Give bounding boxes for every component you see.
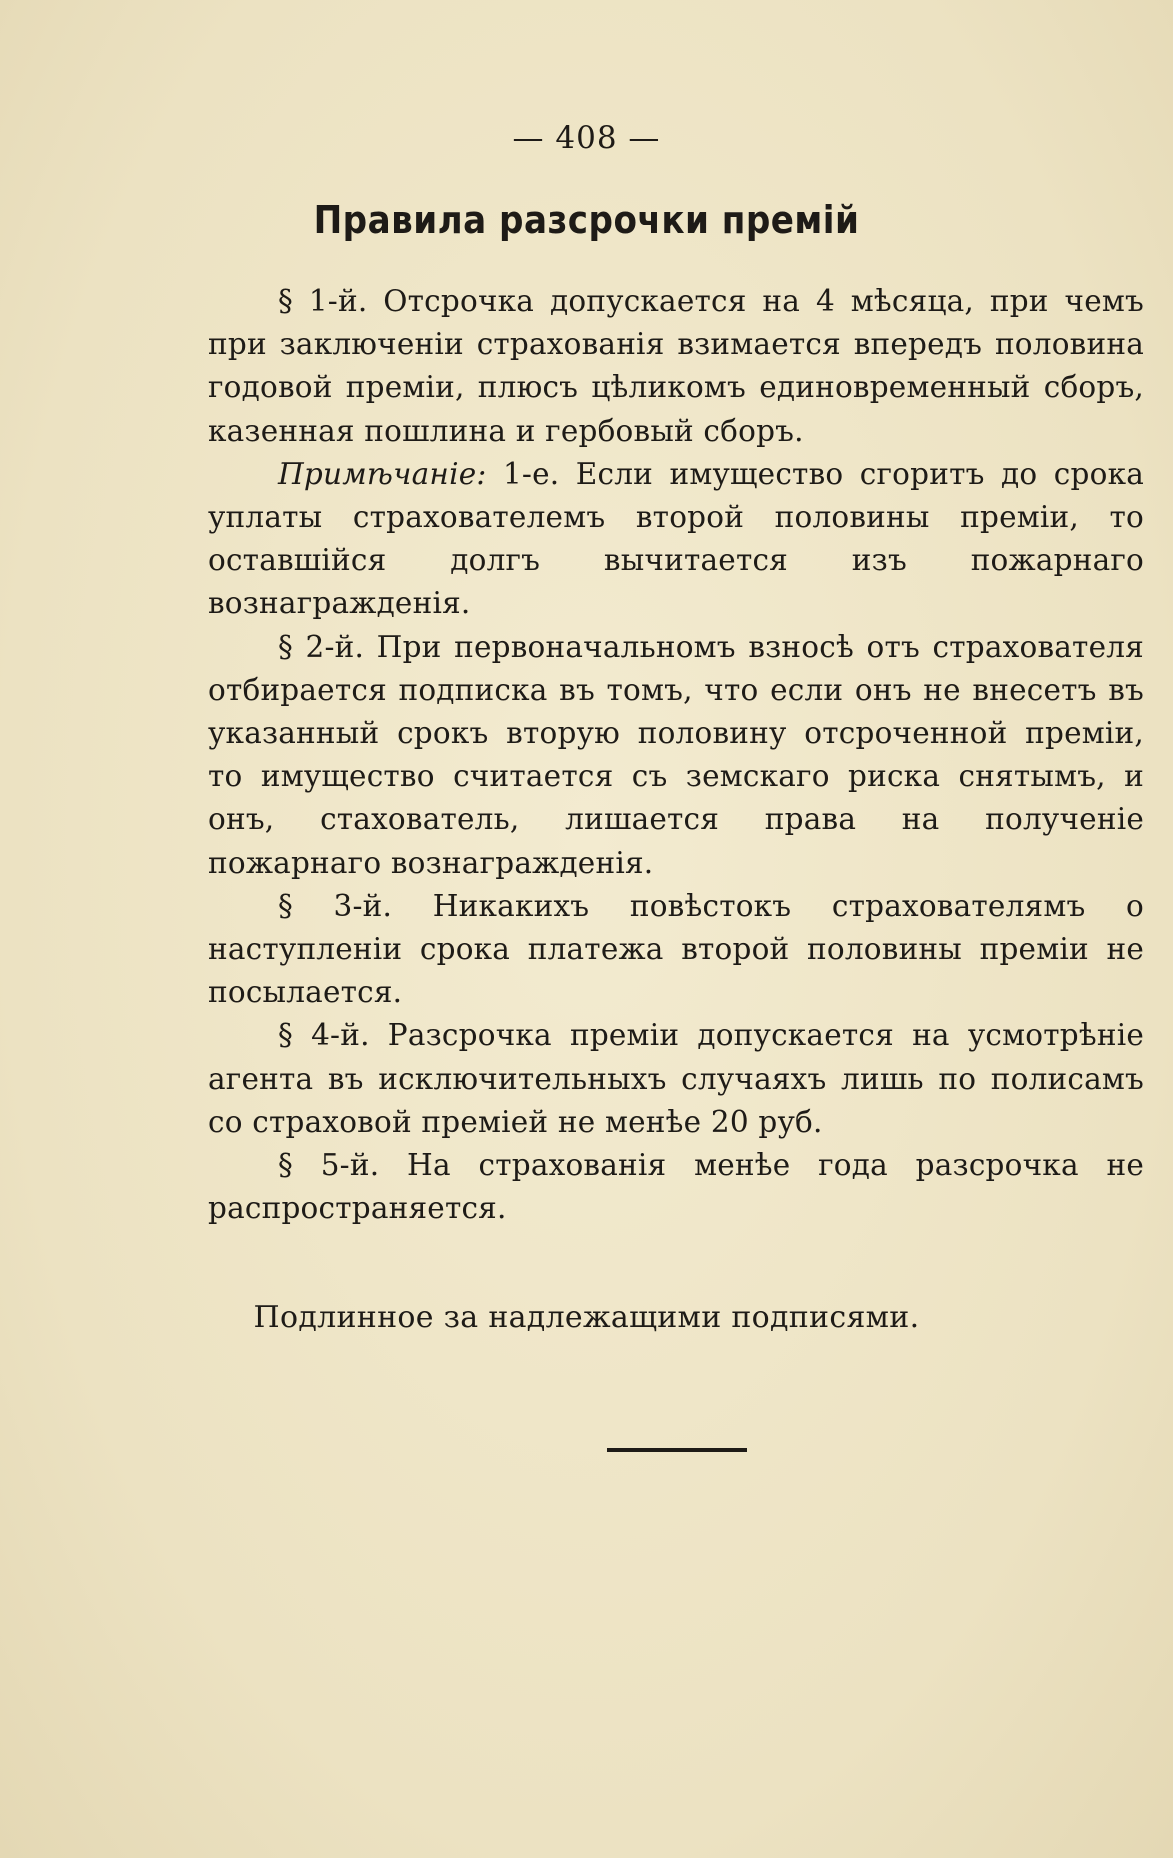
paragraph-section-5 [208, 1144, 1144, 1230]
rules-body [208, 280, 1144, 1230]
paragraph-section-2 [208, 626, 1144, 885]
section-3-text: Никакихъ повѣстокъ страхователямъ о наступленіи срока платежа второй половины преміи не посылается. [208, 888, 1144, 1010]
closing-signature-line: Подлинное за надлежащими подписями. [253, 1300, 920, 1335]
section-1-label: § 1-й. [278, 284, 384, 318]
section-5-text: На страхованія менѣе года разсрочка не распространяется. [208, 1148, 1144, 1226]
paragraph-section-1 [208, 280, 1144, 453]
paragraph-section-3 [208, 885, 1144, 1015]
section-1-text: Отсрочка допускается на 4 мѣсяца, при чемъ при заключеніи страхованія взимается впередъ половина годовой преміи, плюсъ цѣликомъ единовременный сборъ, казенная пошлина и гербовый сборъ. [208, 284, 1145, 448]
section-4-text: Разсрочка преміи допускается на усмотрѣніе агента въ исключительныхъ случаяхъ лишь по полисамъ со страховой преміей не менѣе 20 руб. [208, 1018, 1144, 1139]
section-2-label: § 2-й. [278, 629, 377, 664]
note-label: Примѣчаніе: [278, 456, 503, 491]
paragraph-note [208, 453, 1144, 626]
section-4-label: § 4-й. [278, 1018, 388, 1053]
section-3-label: § 3-й. [278, 888, 433, 923]
page-number: — 408 — [512, 120, 661, 156]
section-2-text: При первоначальномъ взносѣ отъ страхователя отбирается подписка въ томъ, что если онъ не внесетъ въ указанный срокъ вторую половину отсроченной преміи, то имущество считается съ земскаго риска снятымъ, и онъ, стахователь, лишается права на полученіе пожарнаго вознагражденія. [208, 629, 1144, 880]
section-5-label: § 5-й. [278, 1148, 408, 1183]
note-text: 1-е. Если имущество сгоритъ до срока уплаты страхователемъ второй половины преміи, то оставшійся долгъ вычитается изъ пожарнаго вознагражденія. [208, 456, 1144, 621]
page-title: Правила разсрочки премій [313, 198, 860, 242]
paragraph-section-4 [208, 1014, 1144, 1144]
horizontal-rule [607, 1448, 747, 1452]
